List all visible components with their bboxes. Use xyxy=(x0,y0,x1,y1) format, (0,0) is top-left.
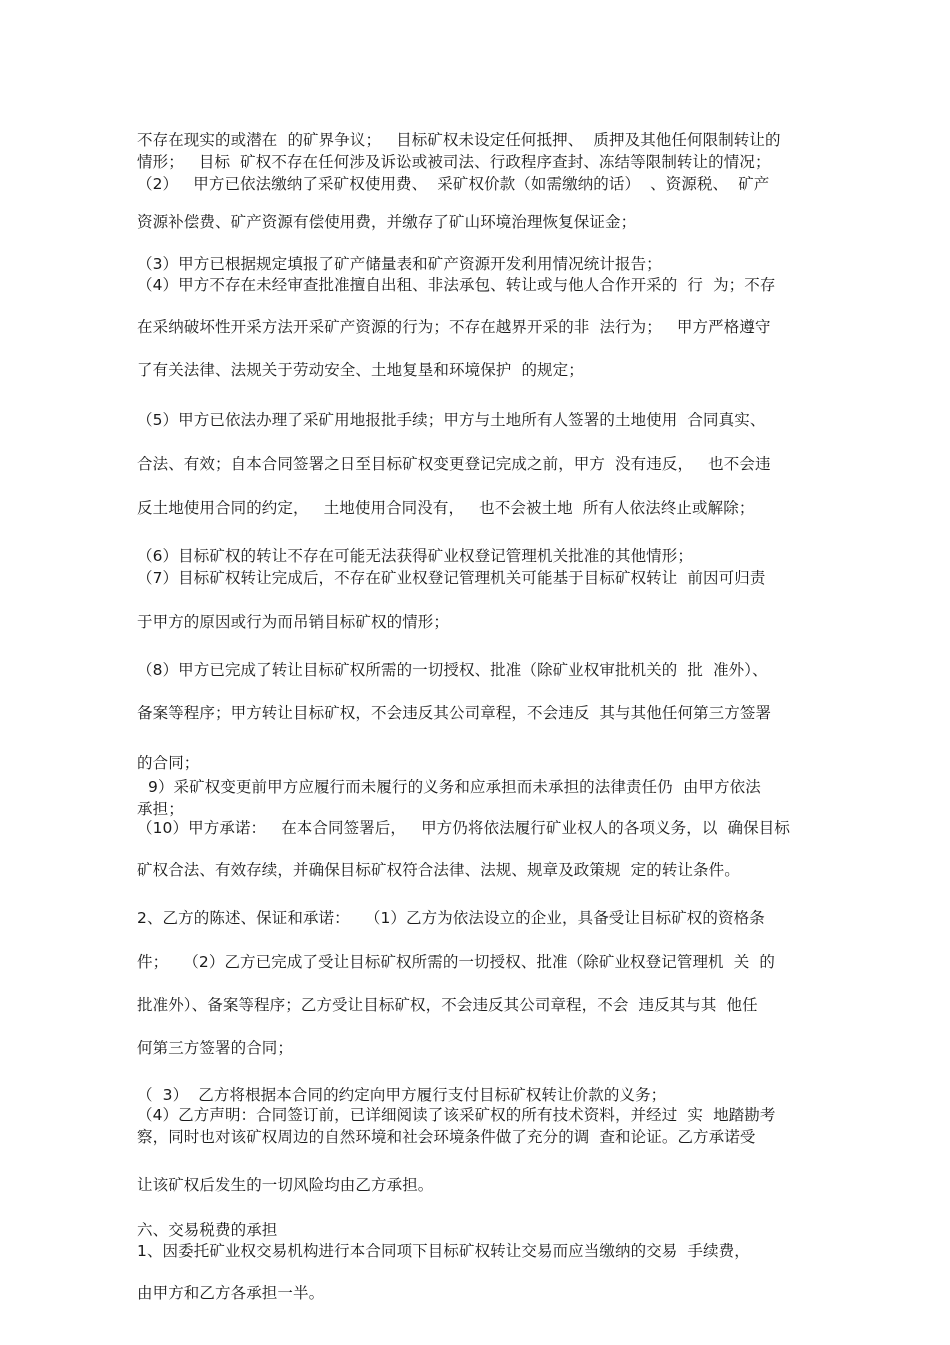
body-text-line: 情形； 目标 矿权不存在任何涉及诉讼或被司法、行政程序查封、冻结等限制转让的情况； xyxy=(137,153,771,171)
body-text-line: 批准外）、备案等程序；乙方受让目标矿权，不会违反其公司章程，不会 违反其与其 他任 xyxy=(137,996,758,1014)
clause-4-line: （4）乙方声明：合同签订前，已详细阅读了该采矿权的所有技术资料，并经过 实 地踏勘考 xyxy=(137,1106,776,1124)
clause-7-line: （7）目标矿权转让完成后，不存在矿业权登记管理机关可能基于目标矿权转让 前因可归责 xyxy=(137,569,766,587)
clause-4-line: （4）甲方不存在未经审查批准擅自出租、非法承包、转让或与他人合作开采的 行 为；不存 xyxy=(137,276,776,294)
clause-8-line: （8）甲方已完成了转让目标矿权所需的一切授权、批准（除矿业权审批机关的 批 准外）、 xyxy=(137,661,768,679)
clause-2-line: （2） 甲方已依法缴纳了采矿权使用费、 采矿权价款（如需缴纳的话） 、资源税、 矿产 xyxy=(137,175,770,193)
body-text-line: 反土地使用合同的约定， 土地使用合同没有， 也不会被土地 所有人依法终止或解除； xyxy=(137,499,755,517)
clause-6-line: （6）目标矿权的转让不存在可能无法获得矿业权登记管理机关批准的其他情形； xyxy=(137,547,693,565)
body-text-line: 了有关法律、法规关于劳动安全、土地复垦和环境保护 的规定； xyxy=(137,361,584,379)
clause-1-line: 1、因委托矿业权交易机构进行本合同项下目标矿权转让交易而应当缴纳的交易 手续费， xyxy=(137,1242,750,1260)
body-text-line: 承担； xyxy=(137,800,184,818)
clause-9-line: 9）采矿权变更前甲方应履行而未履行的义务和应承担而未承担的法律责任仍 由甲方依法 xyxy=(148,778,761,796)
body-text-line: 件； （2）乙方已完成了受让目标矿权所需的一切授权、批准（除矿业权登记管理机 关 的 xyxy=(137,953,775,971)
section-2-line: 2、乙方的陈述、保证和承诺： （1）乙方为依法设立的企业，具备受让目标矿权的资格条 xyxy=(137,909,765,927)
body-text-line: 何第三方签署的合同； xyxy=(137,1039,294,1057)
body-text-line: 备案等程序；甲方转让目标矿权，不会违反其公司章程，不会违反 其与其他任何第三方签署 xyxy=(137,704,772,722)
body-text-line: 察，同时也对该矿权周边的自然环境和社会环境条件做了充分的调 查和论证。乙方承诺受 xyxy=(137,1128,756,1146)
clause-10-line: （10）甲方承诺： 在本合同签署后， 甲方仍将依法履行矿业权人的各项义务，以 确保目标 xyxy=(137,819,790,837)
body-text-line: 合法、有效；自本合同签署之日至目标矿权变更登记完成之前，甲方 没有违反， 也不会违 xyxy=(137,455,771,473)
body-text-line: 不存在现实的或潜在 的矿界争议； 目标矿权未设定任何抵押、 质押及其他任何限制转让的 xyxy=(137,131,781,149)
body-text-line: 由甲方和乙方各承担一半。 xyxy=(137,1284,325,1302)
body-text-line: 让该矿权后发生的一切风险均由乙方承担。 xyxy=(137,1176,434,1194)
section-heading: 六、交易税费的承担 xyxy=(137,1221,278,1239)
body-text-line: 在采纳破坏性开采方法开采矿产资源的行为；不存在越界开采的非 法行为； 甲方严格遵守 xyxy=(137,318,771,336)
body-text-line: 于甲方的原因或行为而吊销目标矿权的情形； xyxy=(137,613,450,631)
body-text-line: 资源补偿费、矿产资源有偿使用费，并缴存了矿山环境治理恢复保证金； xyxy=(137,213,637,231)
body-text-line: 的合同； xyxy=(137,754,200,772)
clause-3-line: （3）甲方已根据规定填报了矿产储量表和矿产资源开发利用情况统计报告； xyxy=(137,255,662,273)
clause-3-line: （ 3） 乙方将根据本合同的约定向甲方履行支付目标矿权转让价款的义务； xyxy=(137,1086,667,1104)
body-text-line: 矿权合法、有效存续，并确保目标矿权符合法律、法规、规章及政策规 定的转让条件。 xyxy=(137,861,740,879)
clause-5-line: （5）甲方已依法办理了采矿用地报批手续；甲方与土地所有人签署的土地使用 合同真实、 xyxy=(137,411,766,429)
